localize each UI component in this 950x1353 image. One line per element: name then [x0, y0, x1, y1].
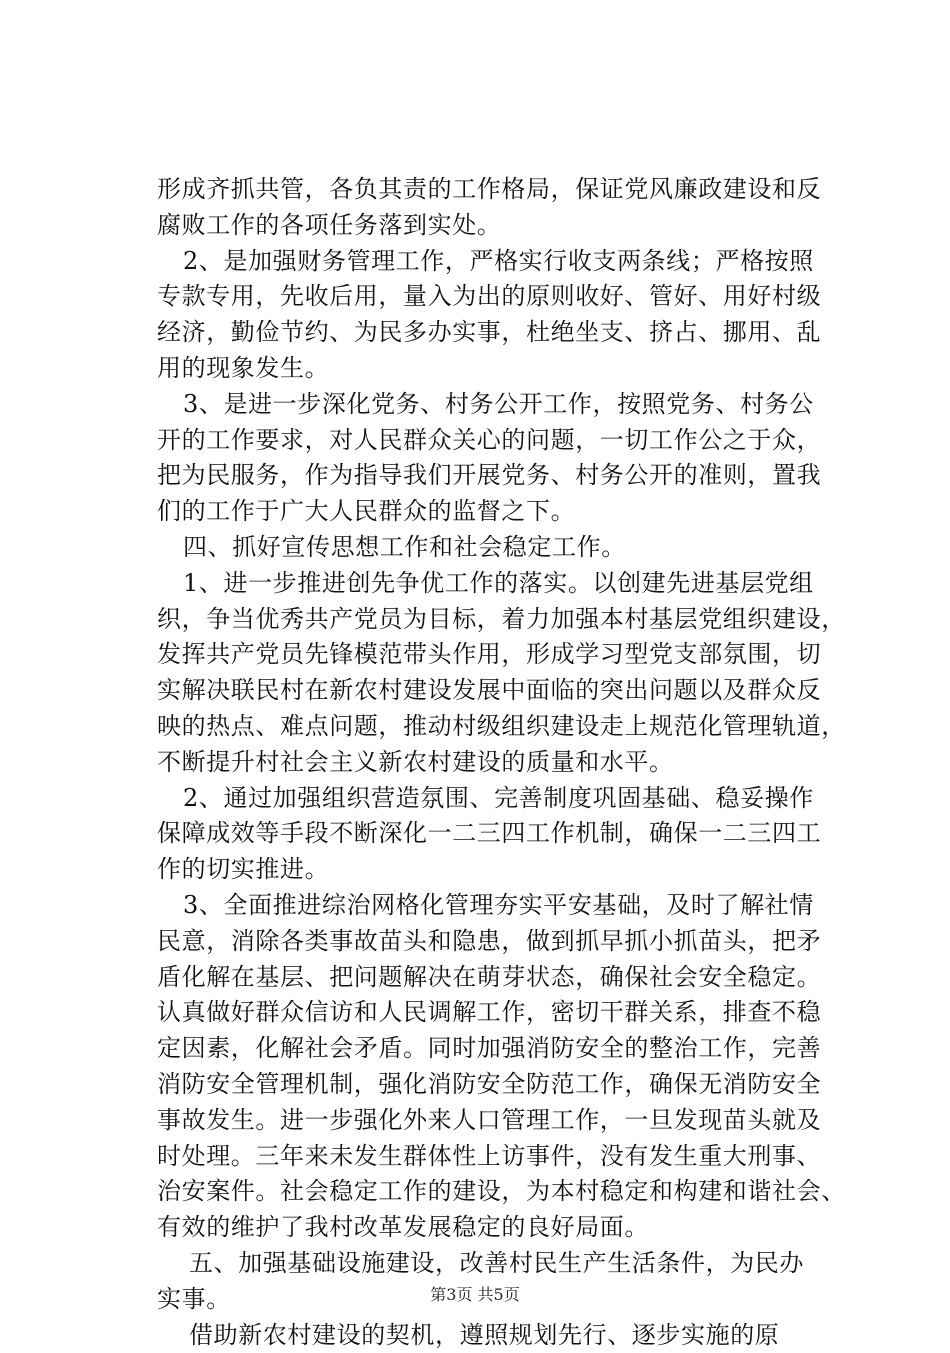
text-line: 们的工作于广大人民群众的监督之下。	[157, 494, 837, 530]
text-line: 定因素，化解社会矛盾。同时加强消防安全的整治工作，完善	[157, 1031, 837, 1067]
text-line: 实解决联民村在新农村建设发展中面临的突出问题以及群众反	[157, 673, 837, 709]
text-line: 1、进一步推进创先争优工作的落实。以创建先进基层党组	[157, 566, 837, 602]
text-line: 把为民服务，作为指导我们开展党务、村务公开的准则，置我	[157, 458, 837, 494]
text-line: 3、是进一步深化党务、村务公开工作，按照党务、村务公	[157, 387, 837, 423]
text-line: 认真做好群众信访和人民调解工作，密切干群关系，排查不稳	[157, 995, 837, 1031]
text-line: 不断提升村社会主义新农村建设的质量和水平。	[157, 745, 837, 781]
text-line: 事故发生。进一步强化外来人口管理工作，一旦发现苗头就及	[157, 1103, 837, 1139]
text-line: 保障成效等手段不断深化一二三四工作机制，确保一二三四工	[157, 816, 837, 852]
text-line: 借助新农村建设的契机，遵照规划先行、逐步实施的原	[157, 1318, 837, 1353]
text-line: 2、是加强财务管理工作，严格实行收支两条线；严格按照	[157, 244, 837, 280]
text-line: 映的热点、难点问题，推动村级组织建设走上规范化管理轨道，	[157, 709, 837, 745]
text-line: 作的切实推进。	[157, 852, 837, 888]
text-line: 消防安全管理机制，强化消防安全防范工作，确保无消防安全	[157, 1067, 837, 1103]
section-heading: 四、抓好宣传思想工作和社会稳定工作。	[157, 530, 837, 566]
text-line: 织，争当优秀共产党员为目标，着力加强本村基层党组织建设，	[157, 602, 837, 638]
text-line: 形成齐抓共管，各负其责的工作格局，保证党风廉政建设和反	[157, 172, 837, 208]
text-line: 有效的维护了我村改革发展稳定的良好局面。	[157, 1210, 837, 1246]
page-number-footer: 第3页 共5页	[0, 1285, 950, 1305]
text-line: 时处理。三年来未发生群体性上访事件，没有发生重大刑事、	[157, 1139, 837, 1175]
text-line: 民意，消除各类事故苗头和隐患，做到抓早抓小抓苗头，把矛	[157, 924, 837, 960]
text-line: 经济，勤俭节约、为民多办实事，杜绝坐支、挤占、挪用、乱	[157, 315, 837, 351]
text-line: 盾化解在基层、把问题解决在萌芽状态，确保社会安全稳定。	[157, 960, 837, 996]
text-line: 3、全面推进综治网格化管理夯实平安基础，及时了解社情	[157, 888, 837, 924]
text-line: 用的现象发生。	[157, 351, 837, 387]
text-line: 2、通过加强组织营造氛围、完善制度巩固基础、稳妥操作	[157, 781, 837, 817]
text-line: 腐败工作的各项任务落到实处。	[157, 208, 837, 244]
text-line: 开的工作要求，对人民群众关心的问题，一切工作公之于众，	[157, 423, 837, 459]
document-body	[157, 172, 837, 1353]
text-line: 发挥共产党员先锋模范带头作用，形成学习型党支部氛围，切	[157, 637, 837, 673]
text-line: 实事。	[157, 1282, 837, 1318]
text-line: 治安案件。社会稳定工作的建设，为本村稳定和构建和谐社会、	[157, 1174, 837, 1210]
section-heading: 五、加强基础设施建设，改善村民生产生活条件，为民办	[157, 1246, 837, 1282]
text-line: 专款专用，先收后用，量入为出的原则收好、管好、用好村级	[157, 279, 837, 315]
